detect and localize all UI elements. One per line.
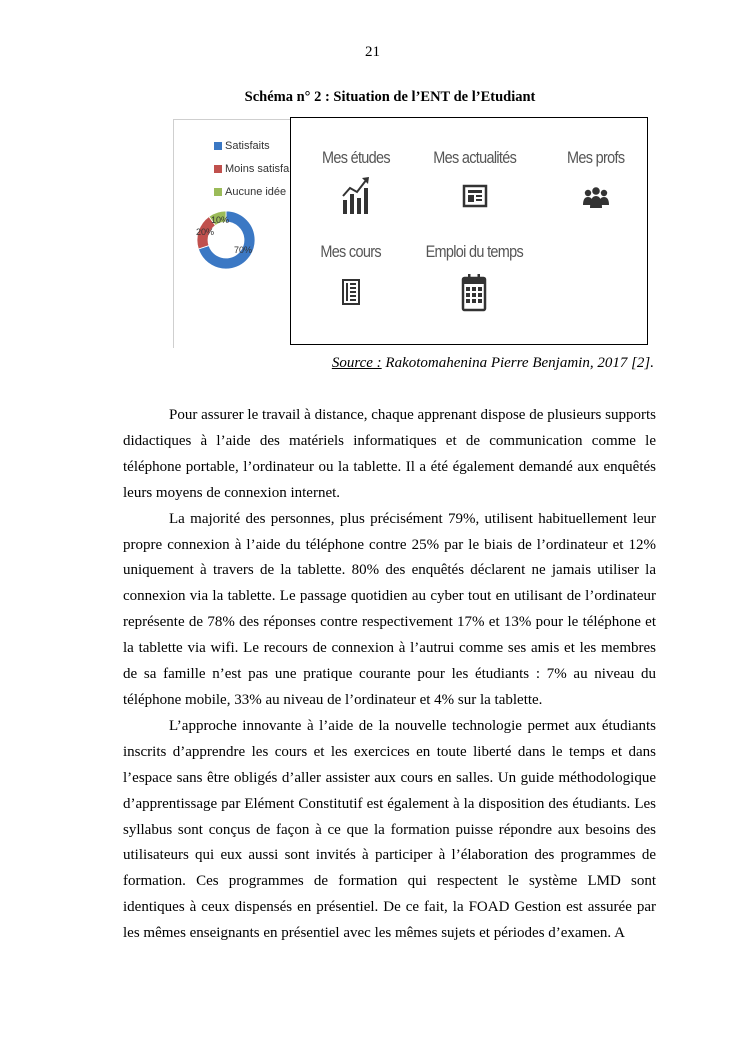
legend-label: Aucune idée	[225, 185, 287, 198]
figure-caption: Schéma n° 2 : Situation de l’ENT de l’Etudiant	[244, 89, 536, 105]
tile-label: Mes profs	[567, 148, 625, 167]
paragraph: Pour assurer le travail à distance, chaque apprenant dispose de plusieurs supports didactiques à l’aide des matériels informatiques et de communication comme le téléphone portable, l’ordinateur ou la tablette. Il a été également demandé aux enquêtés leurs moyens de connexion internet.	[123, 407, 656, 501]
tile-emploi-du-temps[interactable]	[409, 242, 539, 314]
legend-item	[214, 180, 289, 203]
paragraph: L’approche innovante à l’aide de la nouvelle technologie permet aux étudiants inscrits d’apprendre les cours et les exercices en toute liberté dans le temps et dans l’espace sans être obligés d’aller assister aux cours en salles. Un guide méthodologique d’apprentissage par Elément Constitutif est également à la disposition des étudiants. Les syllabus sont conçus de façon à ce que la formation puisse répondre aux besoins des utilisateurs qui eux aussi sont invités à participer à l’élaboration des programmes de formation. Ces programmes de formation qui respectent le système LMD sont identiques à ceux dispensés en présentiel. De ce fait, la FOAD Gestion est assurée par les mêmes enseignants en présentiel avec les mêmes sujets et périodes d’examen. A	[123, 717, 656, 942]
tile-label: Emploi du temps	[425, 242, 523, 261]
data-label: 70%	[234, 245, 253, 255]
source-label: Source :	[331, 355, 382, 371]
tile-label: Mes actualités	[433, 148, 517, 167]
legend-swatch	[214, 188, 222, 196]
page-number: 21	[365, 44, 380, 60]
bar-chart-growth-icon	[341, 176, 371, 216]
tile-mes-profs[interactable]	[531, 148, 661, 214]
tile-mes-cours[interactable]	[286, 242, 416, 308]
legend-swatch	[214, 165, 222, 173]
chart-legend	[214, 134, 289, 203]
donut-svg	[189, 205, 269, 275]
ent-panel	[290, 117, 648, 345]
people-group-icon	[581, 176, 611, 214]
legend-swatch	[214, 142, 222, 150]
legend-label: Moins satisfa	[225, 162, 290, 175]
figure-source	[0, 355, 654, 372]
data-label: 10%	[211, 215, 230, 225]
document-list-icon	[340, 270, 362, 308]
figure	[173, 117, 648, 349]
tile-mes-actualites[interactable]	[410, 148, 540, 210]
legend-label: Satisfaits	[225, 139, 270, 152]
news-icon	[462, 176, 488, 210]
legend-item	[214, 134, 289, 157]
data-label: 20%	[196, 227, 215, 237]
source-text: Rakotomahenina Pierre Benjamin, 2017 [2].	[381, 355, 654, 371]
body-text	[123, 403, 656, 947]
donut-chart	[173, 119, 294, 348]
paragraph: La majorité des personnes, plus précisément 79%, utilisent habituellement leur propre connexion à l’aide du téléphone contre 25% par le biais de l’ordinateur et 12% uniquement à travers de la tablette. 80% des enquêtés déclarent ne jamais utiliser la connexion via la tablette. Le passage quotidien au cyber tout en utilisant de l’ordinateur représente de 78% des réponses contre respectivement 17% et 13% pour le téléphone et la tablette via wifi. Le recours de connexion à l’autrui comme ses amis et les membres de sa famille n’est pas une pratique courante pour les étudiants : 7% au niveau du téléphone mobile, 33% au niveau de l’ordinateur et 4% sur la tablette.	[123, 510, 656, 708]
tile-mes-etudes[interactable]	[291, 148, 421, 216]
calendar-icon	[460, 270, 488, 314]
tile-label: Mes cours	[320, 242, 382, 261]
tile-label: Mes études	[322, 148, 390, 167]
legend-item	[214, 157, 289, 180]
